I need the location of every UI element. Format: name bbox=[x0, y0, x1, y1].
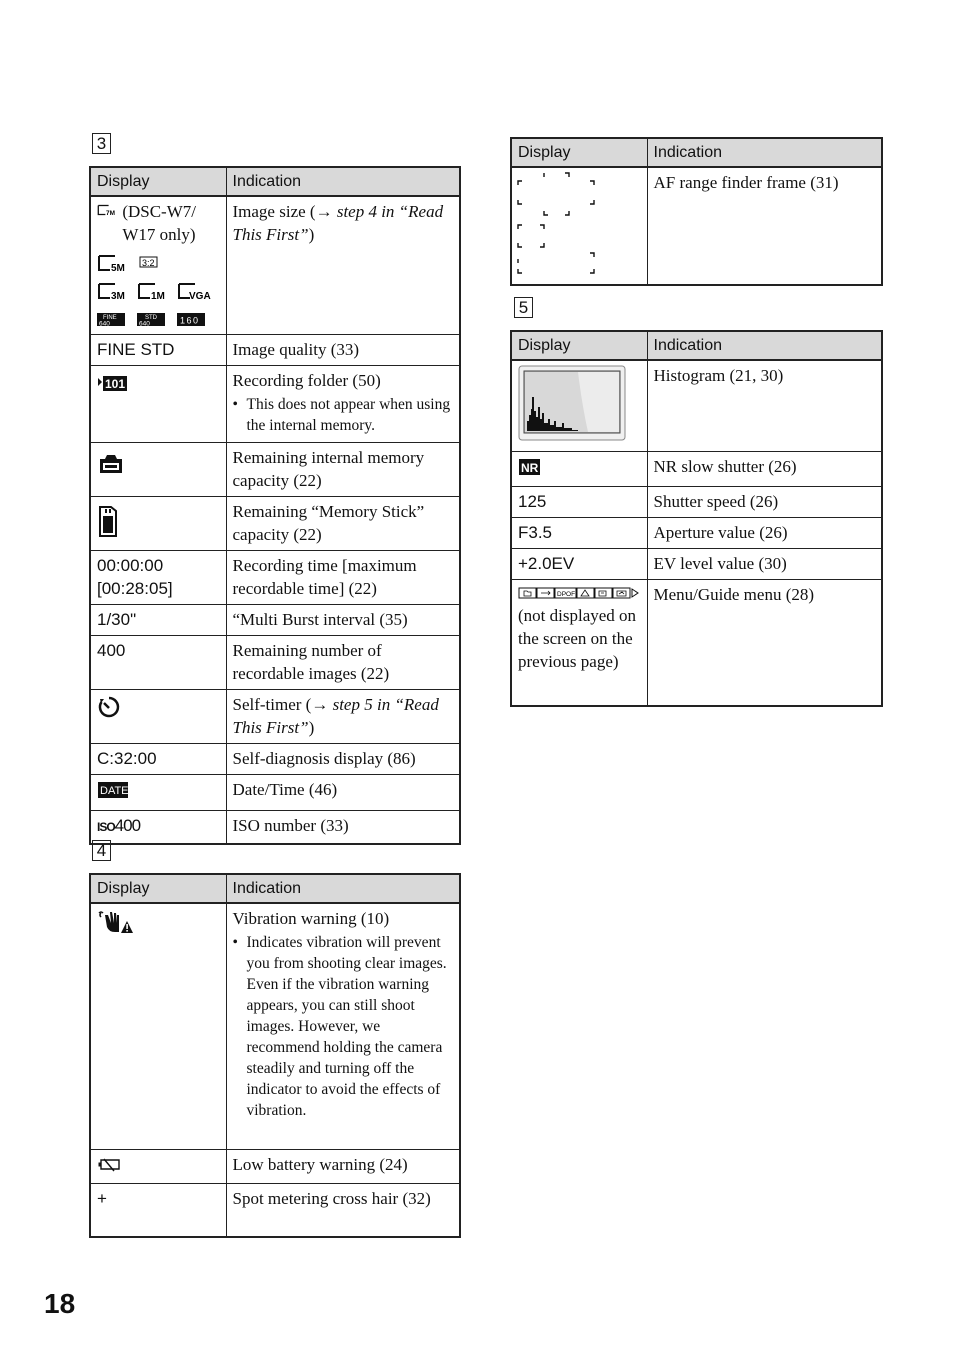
table-row-image-quality bbox=[90, 335, 460, 366]
iso-icon: ISO bbox=[97, 820, 115, 834]
indication-cell: Self-diagnosis display (86) bbox=[226, 744, 460, 775]
header-display: Display bbox=[90, 874, 226, 903]
indication-cell bbox=[226, 903, 460, 1149]
section-5-number: 5 bbox=[514, 297, 533, 318]
section-3-table bbox=[89, 166, 461, 845]
page-number: 18 bbox=[44, 1288, 76, 1319]
header-indication: Indication bbox=[226, 167, 460, 196]
display-cell bbox=[90, 497, 226, 551]
display-cell bbox=[90, 366, 226, 443]
svg-text:640: 640 bbox=[99, 320, 110, 328]
svg-text:STD: STD bbox=[145, 315, 157, 321]
iso-value: 400 bbox=[114, 816, 141, 835]
display-cell bbox=[511, 167, 647, 285]
header-display: Display bbox=[511, 138, 647, 167]
section-3-number: 3 bbox=[92, 133, 111, 154]
display-cell bbox=[90, 443, 226, 497]
image-size-fine-640-icon bbox=[97, 310, 127, 328]
table-row-menu bbox=[511, 580, 882, 706]
indication-cell bbox=[226, 366, 460, 443]
table-row-recording-folder bbox=[90, 366, 460, 443]
image-size-vga-icon bbox=[177, 281, 213, 301]
display-cell: FINE STD bbox=[90, 335, 226, 366]
table-row-spot-metering bbox=[90, 1183, 460, 1237]
table-row-self-timer bbox=[90, 690, 460, 744]
table-row-self-diagnosis bbox=[90, 744, 460, 775]
svg-text:5M: 5M bbox=[111, 263, 125, 273]
table-row-iso bbox=[90, 811, 460, 845]
indication-cell: NR slow shutter (26) bbox=[647, 452, 882, 487]
table-row-shutter bbox=[511, 487, 882, 518]
indication-cell: “Multi Burst interval (35) bbox=[226, 605, 460, 636]
image-size-160-icon bbox=[177, 310, 207, 328]
indication-cell: Remaining “Memory Stick” capacity (22) bbox=[226, 497, 460, 551]
menu-display-note: (not displayed on the screen on the previous page) bbox=[518, 606, 637, 671]
svg-text:160: 160 bbox=[180, 315, 200, 326]
display-cell: F3.5 bbox=[511, 518, 647, 549]
self-timer-icon bbox=[97, 695, 121, 719]
table-row-multi-burst bbox=[90, 605, 460, 636]
table-row-nr bbox=[511, 452, 882, 487]
display-cell: +2.0EV bbox=[511, 549, 647, 580]
header-display: Display bbox=[511, 331, 647, 360]
indication-cell: Menu/Guide menu (28) bbox=[647, 580, 882, 706]
image-size-1m-icon bbox=[137, 281, 167, 301]
display-cell bbox=[90, 196, 226, 335]
section-5-table bbox=[510, 330, 883, 707]
folder-101-icon bbox=[97, 373, 129, 393]
indication-cell: AF range finder frame (31) bbox=[647, 167, 882, 285]
svg-text:DATE: DATE bbox=[100, 785, 129, 797]
section-4-number: 4 bbox=[92, 840, 111, 861]
svg-text:640: 640 bbox=[139, 320, 150, 328]
indication-cell: Recording time [maximum recordable time] (22) bbox=[226, 551, 460, 605]
indication-cell: Image size (→ step 4 in “Read This First”) bbox=[226, 196, 460, 335]
table-row-vibration bbox=[90, 903, 460, 1149]
svg-text:FINE: FINE bbox=[103, 315, 117, 321]
recording-folder-label: Recording folder (50) bbox=[232, 371, 381, 390]
svg-text:VGA: VGA bbox=[189, 291, 211, 301]
memory-stick-icon bbox=[97, 502, 119, 538]
display-cell bbox=[511, 580, 647, 706]
image-size-3m-icon bbox=[97, 281, 127, 301]
display-cell bbox=[90, 775, 226, 811]
display-cell bbox=[90, 1149, 226, 1183]
image-size-7m-icon bbox=[97, 200, 116, 220]
indication-cell: Image quality (33) bbox=[226, 335, 460, 366]
indication-cell: Aperture value (26) bbox=[647, 518, 882, 549]
table-row-date-time bbox=[90, 775, 460, 811]
date-icon bbox=[97, 780, 129, 800]
svg-text:DPOF: DPOF bbox=[557, 591, 576, 598]
nr-icon bbox=[518, 458, 542, 476]
image-size-model-note: (DSC-W7/ W17 only) bbox=[122, 202, 196, 244]
internal-memory-icon bbox=[97, 452, 125, 476]
table-header bbox=[511, 331, 882, 360]
display-cell: 125 bbox=[511, 487, 647, 518]
table-row-recording-time bbox=[90, 551, 460, 605]
header-display: Display bbox=[90, 167, 226, 196]
table-row-aperture bbox=[511, 518, 882, 549]
indication-cell: Histogram (21, 30) bbox=[647, 360, 882, 452]
table-header bbox=[90, 874, 460, 903]
svg-text:101: 101 bbox=[105, 377, 126, 391]
image-size-icon-row-1 bbox=[97, 252, 220, 274]
image-size-icon-row-2 bbox=[97, 280, 220, 302]
header-indication: Indication bbox=[647, 331, 882, 360]
indication-cell: Remaining number of recordable images (22) bbox=[226, 636, 460, 690]
table-header bbox=[511, 138, 882, 167]
image-size-icon-row-3 bbox=[97, 308, 220, 330]
table-row-remaining-images bbox=[90, 636, 460, 690]
indication-cell: Remaining internal memory capacity (22) bbox=[226, 443, 460, 497]
image-size-std-640-icon bbox=[137, 310, 167, 328]
display-cell: 1/30" bbox=[90, 605, 226, 636]
vibration-note: • Indicates vibration will prevent you from shooting clear images. Even if the vibration warning appears, you can still shoot images. However, we recommend holding the camera steadily and turning off the indicator to avoid the effects of vibration. bbox=[232, 934, 447, 1119]
svg-text:NR: NR bbox=[521, 461, 539, 475]
image-size-3-2-icon bbox=[137, 253, 161, 273]
image-size-5m-icon bbox=[97, 253, 127, 273]
display-cell: C:32:00 bbox=[90, 744, 226, 775]
header-indication: Indication bbox=[647, 138, 882, 167]
table-row-internal-memory bbox=[90, 443, 460, 497]
table-row-af-range bbox=[511, 167, 882, 285]
display-cell bbox=[511, 452, 647, 487]
indication-cell: Date/Time (46) bbox=[226, 775, 460, 811]
section-4-table bbox=[89, 873, 461, 1238]
indication-cell: Self-timer (→ step 5 in “Read This First”) bbox=[226, 690, 460, 744]
svg-text:3M: 3M bbox=[111, 291, 125, 301]
table-row-image-size bbox=[90, 196, 460, 335]
display-cell: 00:00:00 [00:28:05] bbox=[90, 551, 226, 605]
indication-cell: Low battery warning (24) bbox=[226, 1149, 460, 1183]
table-row-histogram bbox=[511, 360, 882, 452]
indication-cell: Shutter speed (26) bbox=[647, 487, 882, 518]
histogram-icon bbox=[518, 365, 626, 441]
indication-cell: EV level value (30) bbox=[647, 549, 882, 580]
display-cell: + bbox=[90, 1183, 226, 1237]
indication-cell: Spot metering cross hair (32) bbox=[226, 1183, 460, 1237]
menu-guide-bar-icon bbox=[518, 586, 640, 600]
display-cell: 400 bbox=[90, 636, 226, 690]
low-battery-icon bbox=[97, 1155, 123, 1173]
af-range-finder-frames-icon bbox=[516, 171, 604, 275]
table-header bbox=[90, 167, 460, 196]
svg-text:7M: 7M bbox=[106, 210, 115, 218]
vibration-label: Vibration warning (10) bbox=[232, 909, 390, 928]
svg-text:3:2: 3:2 bbox=[142, 258, 155, 268]
display-cell bbox=[90, 690, 226, 744]
table-row-memory-stick bbox=[90, 497, 460, 551]
recording-folder-note: • This does not appear when using the internal memory. bbox=[232, 396, 451, 434]
display-cell bbox=[90, 811, 226, 845]
af-range-table bbox=[510, 137, 883, 286]
display-cell bbox=[511, 360, 647, 452]
svg-text:1M: 1M bbox=[151, 291, 165, 301]
header-indication: Indication bbox=[226, 874, 460, 903]
display-cell bbox=[90, 903, 226, 1149]
table-row-ev bbox=[511, 549, 882, 580]
vibration-warning-icon bbox=[97, 909, 135, 935]
indication-cell: ISO number (33) bbox=[226, 811, 460, 845]
table-row-low-battery bbox=[90, 1149, 460, 1183]
